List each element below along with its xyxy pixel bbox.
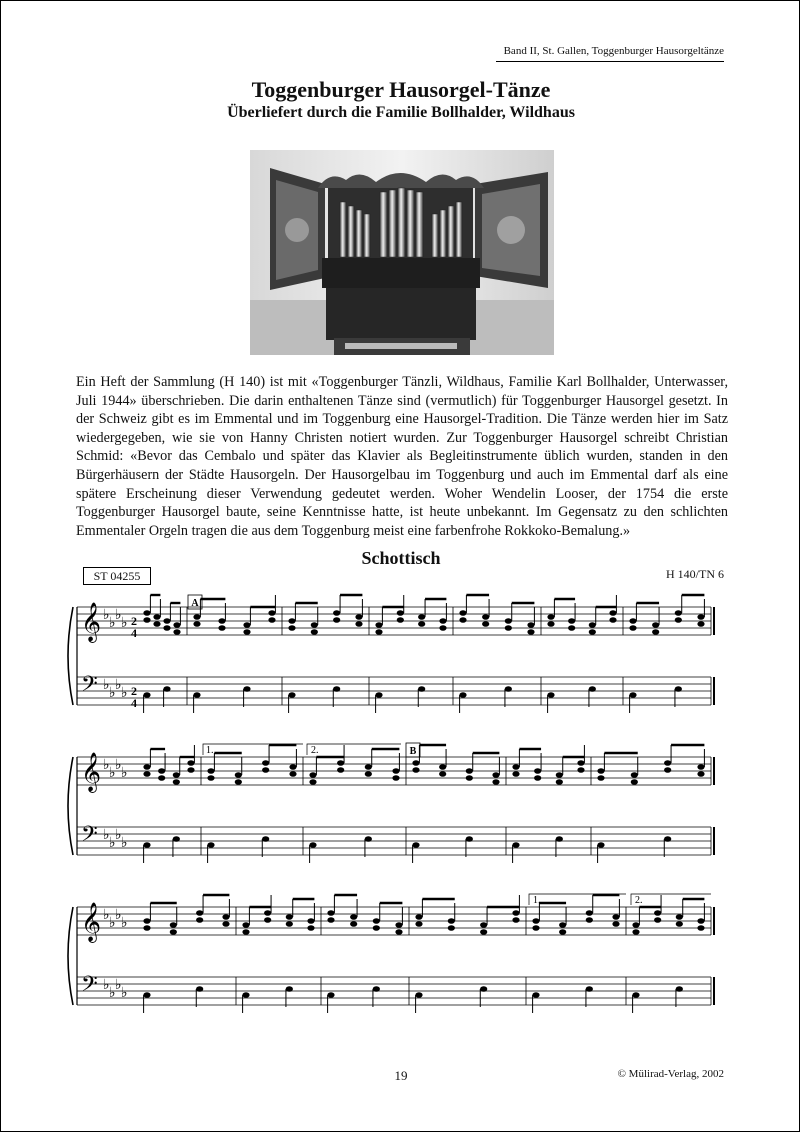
note-head bbox=[589, 622, 596, 628]
svg-text:B: B bbox=[409, 746, 417, 757]
note-head bbox=[609, 610, 616, 616]
flat-icon: ♭ bbox=[115, 677, 122, 693]
note-head bbox=[286, 921, 293, 927]
note-head bbox=[512, 771, 519, 777]
flat-icon: ♭ bbox=[103, 907, 110, 923]
page-title: Toggenburger Hausorgel-Tänze bbox=[251, 77, 551, 102]
note-head bbox=[395, 929, 402, 935]
flat-icon: ♭ bbox=[103, 977, 110, 993]
score-notation bbox=[1, 1, 800, 1132]
note-head bbox=[196, 910, 203, 916]
note-head bbox=[218, 618, 225, 624]
note-head bbox=[173, 629, 180, 635]
note-head bbox=[532, 918, 539, 924]
flat-icon: ♭ bbox=[103, 757, 110, 773]
note-head bbox=[480, 922, 487, 928]
note-head bbox=[612, 914, 619, 920]
bass-note-head bbox=[333, 686, 340, 692]
note-head bbox=[327, 917, 334, 923]
note-head bbox=[439, 764, 446, 770]
note-head bbox=[512, 917, 519, 923]
bass-note-head bbox=[143, 692, 150, 698]
note-head bbox=[559, 922, 566, 928]
note-head bbox=[466, 775, 473, 781]
treble-clef-icon: 𝄞 bbox=[81, 752, 102, 792]
note-head bbox=[418, 621, 425, 627]
note-head bbox=[675, 617, 682, 623]
running-head: Band II, St. Gallen, Toggenburger Hausorgeltänze bbox=[503, 45, 724, 57]
note-head bbox=[173, 772, 180, 778]
note-head bbox=[373, 918, 380, 924]
note-head bbox=[586, 910, 593, 916]
note-head bbox=[418, 614, 425, 620]
flat-icon: ♭ bbox=[109, 835, 116, 851]
page-subtitle: Überliefert durch die Familie Bollhalder, Wildhaus bbox=[227, 104, 575, 121]
svg-text:1.: 1. bbox=[206, 745, 214, 756]
note-head bbox=[242, 922, 249, 928]
note-head bbox=[392, 768, 399, 774]
bass-note-head bbox=[143, 992, 150, 998]
note-head bbox=[448, 925, 455, 931]
bass-note-head bbox=[262, 836, 269, 842]
note-head bbox=[193, 614, 200, 620]
note-head bbox=[289, 764, 296, 770]
svg-text:2.: 2. bbox=[311, 745, 319, 756]
bass-note-head bbox=[480, 986, 487, 992]
svg-text:2.: 2. bbox=[635, 895, 643, 906]
note-head bbox=[654, 910, 661, 916]
note-head bbox=[612, 921, 619, 927]
bass-clef-icon: 𝄢 bbox=[81, 822, 98, 852]
note-head bbox=[697, 918, 704, 924]
bass-note-head bbox=[375, 692, 382, 698]
note-head bbox=[196, 917, 203, 923]
note-head bbox=[170, 922, 177, 928]
note-head bbox=[243, 629, 250, 635]
bass-note-head bbox=[589, 686, 596, 692]
flat-icon: ♭ bbox=[115, 757, 122, 773]
note-head bbox=[187, 767, 194, 773]
note-head bbox=[676, 921, 683, 927]
bass-note-head bbox=[418, 686, 425, 692]
intro-paragraph: Ein Heft der Sammlung (H 140) ist mit «Toggenburger Tänzli, Wildhaus, Familie Karl Bollhalder, Unterwasser, Juli 1944» überschrieben. Die darin enthaltenen Tänze sind (vermutlich) für Toggenburger Hausorgel gesetzt. In der Schweiz gibt es im Emmental und im Toggenburg eine Hausorgel-Tradition. Die Tänze werden hier im Satz wiedergegeben, wie sie von Hanny Christen notiert wurden. Zur Toggenburger Hausorgel schreibt Christian Schmid: «Bevor das Cembalo und später das Klavier als Begleitinstrumente üblich wurden, standen in den Bürgerhäusern der Städte Hausorgeln. Der Hausorgelbau im Toggenburg und auch im Emmental darf als eine spätere Erscheinung dieser Verwendung gedeutet werden. Woher Wendelin Looser, der 1754 die erste Toggenburger Hausorgel baute, seine Kenntnisse hatte, ist heute unbekannt. Im Gegensatz zu den schlichten Emmentaler Orgeln tragen die aus dem Toggenburg meist eine farbenfrohe Rokkoko-Bemalung.» bbox=[76, 374, 728, 539]
rehearsal-mark-B bbox=[406, 743, 420, 757]
note-head bbox=[163, 625, 170, 631]
note-head bbox=[397, 610, 404, 616]
note-head bbox=[597, 768, 604, 774]
flat-icon: ♭ bbox=[121, 985, 128, 1001]
page-number: 19 bbox=[394, 1068, 408, 1083]
svg-text:A: A bbox=[191, 598, 199, 609]
note-head bbox=[664, 760, 671, 766]
bass-note-head bbox=[288, 692, 295, 698]
note-head bbox=[492, 779, 499, 785]
note-head bbox=[327, 910, 334, 916]
note-head bbox=[664, 767, 671, 773]
note-head bbox=[568, 625, 575, 631]
note-head bbox=[264, 917, 271, 923]
flat-icon: ♭ bbox=[121, 615, 128, 631]
bass-note-head bbox=[207, 842, 214, 848]
note-head bbox=[222, 914, 229, 920]
note-head bbox=[143, 610, 150, 616]
note-head bbox=[173, 622, 180, 628]
note-head bbox=[207, 775, 214, 781]
note-head bbox=[218, 625, 225, 631]
piece-title: Schottisch bbox=[361, 548, 441, 568]
bass-note-head bbox=[629, 692, 636, 698]
note-head bbox=[505, 625, 512, 631]
note-head bbox=[309, 772, 316, 778]
note-head bbox=[568, 618, 575, 624]
bass-note-head bbox=[415, 992, 422, 998]
note-head bbox=[207, 768, 214, 774]
brace bbox=[68, 607, 73, 705]
bass-note-head bbox=[243, 686, 250, 692]
bass-note-head bbox=[676, 986, 683, 992]
bass-note-head bbox=[632, 992, 639, 998]
note-head bbox=[577, 760, 584, 766]
note-head bbox=[193, 621, 200, 627]
flat-icon: ♭ bbox=[103, 827, 110, 843]
note-head bbox=[235, 779, 242, 785]
note-head bbox=[439, 618, 446, 624]
note-head bbox=[392, 775, 399, 781]
note-head bbox=[547, 614, 554, 620]
brace bbox=[68, 907, 73, 1005]
bass-note-head bbox=[196, 986, 203, 992]
svg-text:4: 4 bbox=[131, 626, 137, 640]
note-head bbox=[375, 629, 382, 635]
bass-note-head bbox=[365, 836, 372, 842]
note-head bbox=[158, 775, 165, 781]
bass-note-head bbox=[586, 986, 593, 992]
note-head bbox=[652, 622, 659, 628]
note-head bbox=[153, 621, 160, 627]
note-head bbox=[288, 618, 295, 624]
note-head bbox=[459, 617, 466, 623]
flat-icon: ♭ bbox=[109, 915, 116, 931]
note-head bbox=[365, 764, 372, 770]
note-head bbox=[676, 914, 683, 920]
note-head bbox=[350, 921, 357, 927]
flat-icon: ♭ bbox=[115, 827, 122, 843]
bass-note-head bbox=[173, 836, 180, 842]
flat-icon: ♭ bbox=[115, 977, 122, 993]
note-head bbox=[534, 768, 541, 774]
bass-note-head bbox=[242, 992, 249, 998]
note-head bbox=[268, 617, 275, 623]
bass-note-head bbox=[675, 686, 682, 692]
note-head bbox=[173, 779, 180, 785]
note-head bbox=[631, 772, 638, 778]
note-head bbox=[286, 914, 293, 920]
time-signature-upper bbox=[131, 614, 137, 640]
note-head bbox=[697, 771, 704, 777]
note-head bbox=[311, 629, 318, 635]
flat-icon: ♭ bbox=[115, 607, 122, 623]
note-head bbox=[262, 767, 269, 773]
bass-note-head bbox=[327, 992, 334, 998]
note-head bbox=[415, 914, 422, 920]
treble-clef-icon: 𝄞 bbox=[81, 602, 102, 642]
note-head bbox=[512, 764, 519, 770]
flat-icon: ♭ bbox=[121, 685, 128, 701]
bass-note-head bbox=[547, 692, 554, 698]
note-head bbox=[512, 910, 519, 916]
note-head bbox=[163, 618, 170, 624]
note-head bbox=[235, 772, 242, 778]
note-head bbox=[654, 917, 661, 923]
flat-icon: ♭ bbox=[109, 985, 116, 1001]
copyright: © Mülirad-Verlag, 2002 bbox=[617, 1068, 724, 1080]
bass-note-head bbox=[163, 686, 170, 692]
bass-clef-icon: 𝄢 bbox=[81, 672, 98, 702]
note-head bbox=[311, 622, 318, 628]
note-head bbox=[187, 760, 194, 766]
note-head bbox=[337, 760, 344, 766]
note-head bbox=[268, 610, 275, 616]
note-head bbox=[143, 918, 150, 924]
bass-note-head bbox=[532, 992, 539, 998]
note-head bbox=[264, 910, 271, 916]
note-head bbox=[397, 617, 404, 623]
note-head bbox=[448, 918, 455, 924]
svg-text:4: 4 bbox=[131, 696, 137, 710]
note-head bbox=[158, 768, 165, 774]
treble-clef-icon: 𝄞 bbox=[81, 902, 102, 942]
note-head bbox=[143, 925, 150, 931]
note-head bbox=[547, 621, 554, 627]
note-head bbox=[355, 621, 362, 627]
note-head bbox=[589, 629, 596, 635]
note-head bbox=[415, 921, 422, 927]
note-head bbox=[492, 772, 499, 778]
note-head bbox=[288, 625, 295, 631]
bass-note-head bbox=[459, 692, 466, 698]
note-head bbox=[412, 760, 419, 766]
note-head bbox=[482, 621, 489, 627]
bass-note-head bbox=[193, 692, 200, 698]
note-head bbox=[480, 929, 487, 935]
note-head bbox=[629, 618, 636, 624]
note-head bbox=[697, 614, 704, 620]
note-head bbox=[631, 779, 638, 785]
note-head bbox=[466, 768, 473, 774]
note-head bbox=[365, 771, 372, 777]
note-head bbox=[534, 775, 541, 781]
bass-note-head bbox=[512, 842, 519, 848]
flat-icon: ♭ bbox=[103, 607, 110, 623]
note-head bbox=[222, 921, 229, 927]
note-head bbox=[243, 622, 250, 628]
flat-icon: ♭ bbox=[109, 685, 116, 701]
note-head bbox=[170, 929, 177, 935]
note-head bbox=[597, 775, 604, 781]
note-head bbox=[632, 922, 639, 928]
flat-icon: ♭ bbox=[103, 677, 110, 693]
note-head bbox=[527, 622, 534, 628]
brace bbox=[68, 757, 73, 855]
note-head bbox=[675, 610, 682, 616]
flat-icon: ♭ bbox=[121, 835, 128, 851]
volta-brackets bbox=[203, 744, 711, 906]
note-head bbox=[375, 622, 382, 628]
note-head bbox=[697, 621, 704, 627]
note-head bbox=[337, 767, 344, 773]
note-head bbox=[439, 625, 446, 631]
flat-icon: ♭ bbox=[115, 907, 122, 923]
bass-note-head bbox=[286, 986, 293, 992]
note-head bbox=[632, 929, 639, 935]
note-head bbox=[459, 610, 466, 616]
note-head bbox=[505, 618, 512, 624]
note-head bbox=[143, 771, 150, 777]
manuscript-reference: H 140/TN 6 bbox=[666, 567, 724, 581]
note-head bbox=[143, 764, 150, 770]
flat-icon: ♭ bbox=[121, 915, 128, 931]
note-head bbox=[153, 614, 160, 620]
note-head bbox=[556, 772, 563, 778]
note-head bbox=[395, 922, 402, 928]
time-signature-lower bbox=[131, 684, 137, 710]
note-head bbox=[309, 779, 316, 785]
note-head bbox=[143, 617, 150, 623]
note-head bbox=[373, 925, 380, 931]
note-head bbox=[629, 625, 636, 631]
note-head bbox=[697, 764, 704, 770]
note-head bbox=[586, 917, 593, 923]
note-head bbox=[262, 760, 269, 766]
note-head bbox=[697, 925, 704, 931]
bass-note-head bbox=[664, 836, 671, 842]
note-head bbox=[556, 779, 563, 785]
note-head bbox=[412, 767, 419, 773]
bass-note-head bbox=[412, 842, 419, 848]
note-head bbox=[559, 929, 566, 935]
note-head bbox=[527, 629, 534, 635]
bass-note-head bbox=[466, 836, 473, 842]
svg-text:1.: 1. bbox=[533, 895, 541, 906]
note-head bbox=[652, 629, 659, 635]
svg-text:2: 2 bbox=[131, 614, 137, 628]
note-head bbox=[532, 925, 539, 931]
bass-note-head bbox=[505, 686, 512, 692]
note-head bbox=[355, 614, 362, 620]
note-head bbox=[482, 614, 489, 620]
bass-note-head bbox=[597, 842, 604, 848]
note-head bbox=[242, 929, 249, 935]
flat-icon: ♭ bbox=[121, 765, 128, 781]
catalog-number: ST 04255 bbox=[83, 567, 151, 585]
bass-note-head bbox=[143, 842, 150, 848]
note-head bbox=[333, 617, 340, 623]
flat-icon: ♭ bbox=[109, 765, 116, 781]
svg-text:2: 2 bbox=[131, 684, 137, 698]
note-head bbox=[307, 925, 314, 931]
note-head bbox=[307, 918, 314, 924]
bass-note-head bbox=[556, 836, 563, 842]
bass-note-head bbox=[309, 842, 316, 848]
note-head bbox=[289, 771, 296, 777]
note-head bbox=[609, 617, 616, 623]
flat-icon: ♭ bbox=[109, 615, 116, 631]
bass-clef-icon: 𝄢 bbox=[81, 972, 98, 1002]
note-head bbox=[439, 771, 446, 777]
note-head bbox=[577, 767, 584, 773]
bass-note-head bbox=[373, 986, 380, 992]
note-head bbox=[350, 914, 357, 920]
note-head bbox=[333, 610, 340, 616]
